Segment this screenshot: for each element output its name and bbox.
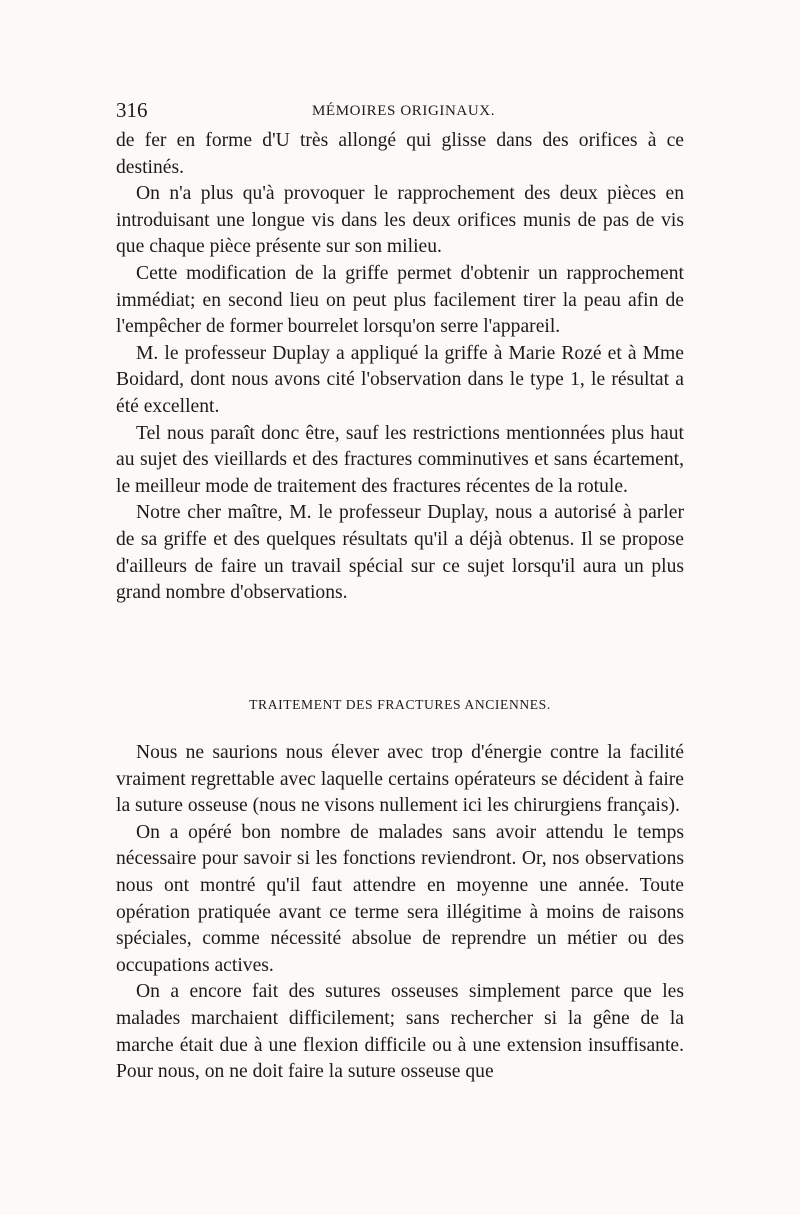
paragraph: de fer en forme d'U très allongé qui glisse dans des orifices à ce destinés.	[116, 130, 684, 178]
paragraph: On n'a plus qu'à provoquer le rapprochement des deux pièces en introduisant une longue vis dans les deux orifices munis de pas de vis que chaque pièce présente sur son milieu.	[116, 183, 684, 258]
paragraph: On a opéré bon nombre de malades sans avoir attendu le temps nécessaire pour savoir si les fonctions reviendront. Or, nos observations nous ont montré qu'il faut attendre en moyenne une année. Toute opération pratiquée avant ce terme sera illégitime à moins de raisons spéciales, comme nécessité absolue de reprendre un métier ou des occupations actives.	[116, 821, 684, 976]
body-text-before-heading	[116, 128, 684, 607]
running-title: MÉMOIRES ORIGINAUX.	[312, 103, 496, 119]
page-header	[116, 97, 684, 123]
paragraph: Cette modification de la griffe permet d'obtenir un rapprochement immédiat; en second lieu on peut plus facilement tirer la peau afin de l'empêcher de former bourrelet lorsqu'on serre l'appareil.	[116, 262, 684, 338]
body-text-after-heading	[116, 740, 684, 1086]
paragraph: Tel nous paraît donc être, sauf les restrictions mentionnées plus haut au sujet des vieillards et des fractures comminutives et sans écartement, le meilleur mode de traitement des fractures récentes de la rotule.	[116, 422, 684, 497]
paragraph: Notre cher maître, M. le professeur Duplay, nous a autorisé à parler de sa griffe et des quelques résultats qu'il a déjà obtenus. Il se propose d'ailleurs de faire un travail spécial sur ce sujet lorsqu'il aura un plus grand nombre d'observations.	[116, 502, 684, 604]
paragraph: Nous ne saurions nous élever avec trop d'énergie contre la facilité vraiment regrettable avec laquelle certains opérateurs se décident à faire la suture osseuse (nous ne visons nullement ici les chirurgiens français).	[116, 742, 684, 817]
page-number: 316	[116, 98, 148, 122]
paragraph: On a encore fait des sutures osseuses simplement parce que les malades marchaient difficilement; sans rechercher si la gêne de la marche était due à une flexion difficile ou à une extension insuffisante. Pour nous, on ne doit faire la suture osseuse que	[116, 981, 684, 1083]
paragraph: M. le professeur Duplay a appliqué la griffe à Marie Rozé et à Mme Boidard, dont nous avons cité l'observation dans le type 1, le résultat a été excellent.	[116, 342, 684, 417]
section-heading: TRAITEMENT DES FRACTURES ANCIENNES.	[249, 697, 551, 712]
